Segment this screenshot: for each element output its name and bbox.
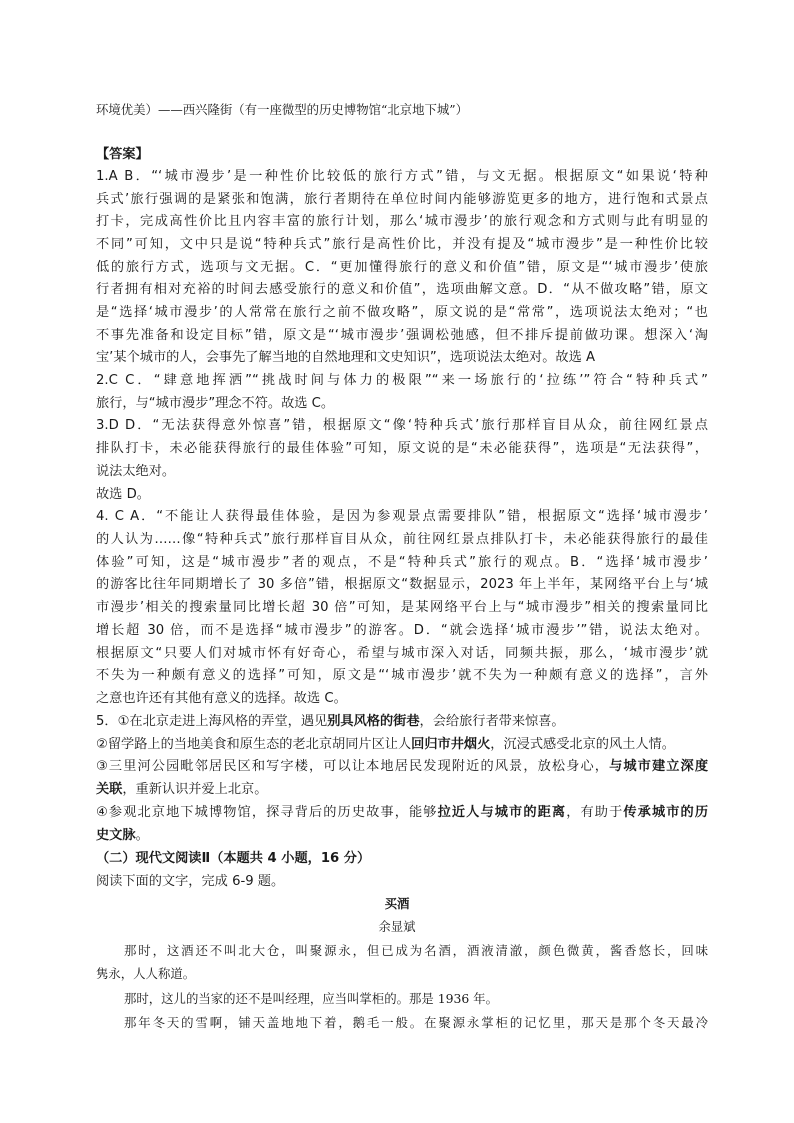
q5-text: ③三里河公园毗邻居民区和写字楼，可以让本地居民发现附近的风景，放松身心， [96, 759, 610, 774]
q5-keyword: 关联 [96, 782, 123, 797]
q5-keyword: 史文脉 [96, 828, 136, 843]
q5-point-3 [96, 758, 708, 775]
q5-point-2 [96, 736, 675, 753]
answer-line: 排队打卡，未必能获得旅行的最佳体验”可知，原文说的是“未必能获得”，选项是“无法获得”， [96, 441, 708, 456]
answer-line: 3.D D．“无法获得意外惊喜”错，根据原文“像‘特种兵式’旅行那样盲目从众，前往网红景点 [96, 418, 708, 433]
answer-line: 不同”可知，文中只是说“特种兵式”旅行是高性价比，并没有提及“城市漫步”是一种性价比较 [96, 237, 708, 252]
q5-keyword: 别具风格的街巷 [327, 714, 420, 729]
story-title: 买酒 [384, 896, 410, 911]
q5-point-1 [96, 713, 565, 730]
answer-line: 是“选择‘城市漫步’的人常常在旅行之前不做攻略”，原文说的是“常常”，选项说法太绝对；“也 [96, 305, 708, 320]
story-paragraph-1: 那时，这酒还不叫北大仓，叫聚源永，但已成为名酒，酒液清澈，颜色微黄，酱香悠长，回味 [124, 943, 708, 958]
answer-line: 宝’某个城市的人，会事先了解当地的自然地理和文史知识”，选项说法太绝对。故选 A [96, 350, 595, 365]
answer-line: 故选 D。 [96, 487, 150, 502]
answer-line: 根据原文“只要人们对城市怀有好奇心，希望与城市深入对话，同频共振，那么，‘城市漫步’就 [96, 646, 708, 661]
answer-line: 市漫步’相关的搜索量同比增长超 30 倍”可知，是某网络平台上与“城市漫步”相关的搜索量同比 [96, 600, 708, 615]
answer-line: 兵式’旅行强调的是紧张和饱满，旅行者期待在单位时间内能够游览更多的地方，进行饱和式景点 [96, 192, 708, 207]
q5-keyword: 与城市建立深度 [609, 759, 709, 774]
q5-point-4-cont [96, 827, 149, 844]
answer-line: 旅行，与“城市漫步”理念不符。故选 C。 [96, 396, 335, 411]
answer-line: 2.C C．“肆意地挥洒”“挑战时间与体力的极限”“来一场旅行的‘拉练’”符合“特种兵式” [96, 373, 708, 388]
answer-line: 体验”可知，这是“城市漫步”者的观点，不是“特种兵式”旅行的观点。B．“选择‘城市漫步’ [96, 555, 708, 570]
answer-line: 说法太绝对。 [96, 464, 176, 479]
answer-line: 增长超 30 倍，而不是选择“城市漫步”的游客。D．“就会选择‘城市漫步’”错，说法太绝对。 [96, 623, 708, 638]
q5-text: ②留学路上的当地美食和原生态的老北京胡同片区让人 [96, 737, 412, 752]
answer-line: 不事先准备和设定目标”错，原文是“‘城市漫步’强调松弛感，但不排斥提前做功课。想深入‘淘 [96, 328, 708, 343]
q5-text: 。 [135, 828, 149, 843]
q5-text: ，沉浸式感受北京的风土人情。 [490, 737, 675, 752]
story-paragraph-2: 那时，这儿的当家的还不是叫经理，应当叫掌柜的。那是 1936 年。 [124, 991, 498, 1006]
section-heading: （二）现代文阅读Ⅱ（本题共 4 小题，16 分） [96, 851, 371, 866]
answer-line: 4. C A．“不能让人获得最佳体验，是因为参观景点需要排队”错，根据原文“选择‘城市漫步’ [96, 509, 708, 524]
q5-keyword: 回归市井烟火 [411, 737, 491, 752]
q5-point-3-cont [96, 781, 267, 798]
top-answer-line: 环境优美）——西兴隆街（有一座微型的历史博物馆“北京地下城”） [96, 102, 468, 117]
answer-line: 之意也许还有其他有意义的选择。故选 C。 [96, 691, 347, 706]
story-author: 余显斌 [378, 919, 416, 934]
q5-keyword: 传承城市的历 [623, 805, 709, 820]
answer-line: 1.A B．“‘城市漫步’是一种性价比较低的旅行方式”错，与文无据。根据原文“如果说‘特种 [96, 169, 708, 184]
q5-text: ，重新认识并爱上北京。 [122, 782, 268, 797]
answer-line: 行者拥有相对充裕的时间去感受旅行的意义和价值”，选项曲解文意。D．“从不做攻略”错，原文 [96, 282, 708, 297]
q5-point-4 [96, 804, 708, 821]
answer-line: 的游客比往年同期增长了 30 多倍”错，根据原文“数据显示，2023 年上半年，某网络平台上与‘城 [96, 577, 708, 592]
story-paragraph-1-cont: 隽永，人人称道。 [96, 966, 196, 981]
reading-instruction: 阅读下面的文字，完成 6-9 题。 [96, 874, 285, 889]
answer-line: 低的旅行方式，选项与文无据。C．“更加懂得旅行的意义和价值”错，原文是“‘城市漫步’使旅 [96, 260, 708, 275]
q5-text: ④参观北京地下城博物馆，探寻背后的历史故事，能够 [96, 805, 438, 820]
q5-keyword: 拉近人与城市的距离 [437, 805, 567, 820]
answer-line: 的人认为……像“特种兵式”旅行那样盲目从众，前往网红景点排队打卡，未必能获得旅行的最佳 [96, 532, 708, 547]
story-paragraph-3: 那年冬天的雪啊，铺天盖地地下着，鹅毛一般。在聚源永掌柜的记忆里，那天是那个冬天最冷 [124, 1015, 708, 1030]
answer-heading: 【答案】 [96, 147, 149, 162]
q5-text: ，有助于 [566, 805, 624, 820]
q5-text: ，会给旅行者带来惊喜。 [419, 714, 565, 729]
answer-line: 不失为一种颇有意义的选择”可知，原文是“‘城市漫步’就不失为一种颇有意义的选择”，言外 [96, 668, 708, 683]
answer-line: 打卡，完成高性价比且内容丰富的旅行计划，那么‘城市漫步’的旅行观念和方式则与此有明显的 [96, 214, 708, 229]
q5-text: 5．①在北京走进上海风格的弄堂，遇见 [96, 714, 328, 729]
